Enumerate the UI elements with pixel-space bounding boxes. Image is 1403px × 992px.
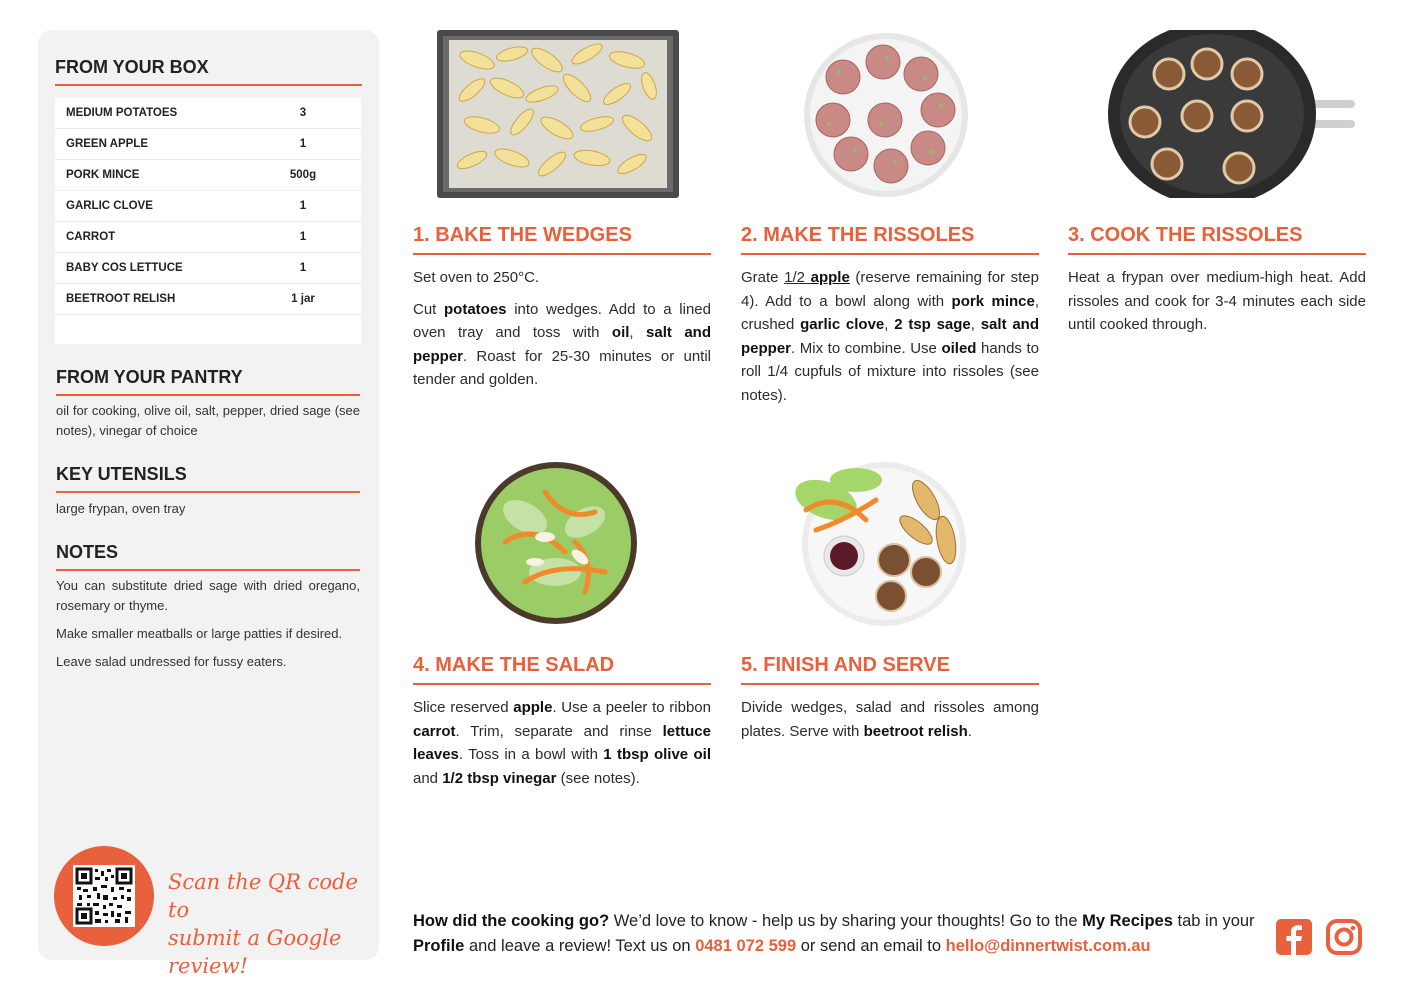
phone-link[interactable]: 0481 072 599	[695, 937, 797, 955]
note-item: Leave salad undressed for fussy eaters.	[56, 654, 287, 669]
text-run: and leave a review! Text us on	[464, 937, 696, 955]
ingredient-name: BABY COS LETTUCE	[66, 262, 183, 274]
my-recipes-label: My Recipes	[1082, 912, 1173, 930]
ingredient-qty: 1	[299, 262, 307, 274]
salad-bowl-image	[475, 462, 638, 625]
table-row	[55, 284, 361, 315]
box-ingredients-table	[55, 98, 361, 344]
profile-label: Profile	[413, 937, 465, 955]
text-run: Slice reserved	[413, 699, 514, 716]
utensils-text: large frypan, oven tray	[56, 501, 186, 516]
ingredient-highlight: 1 tbsp olive oil	[603, 746, 711, 763]
table-row	[55, 191, 361, 222]
text-run: (see notes).	[556, 769, 640, 787]
step-4-title: 4. MAKE THE SALAD	[413, 654, 711, 685]
text-run: into wedges. Add to a lined oven tray and toss with	[413, 300, 711, 341]
ingredient-highlight: pork mince	[951, 292, 1035, 310]
ingredient-highlight: oil	[611, 324, 630, 341]
ingredient-name: GARLIC CLOVE	[66, 200, 153, 212]
note-item: You can substitute dried sage with dried oregano, rosemary or thyme.	[56, 578, 360, 613]
step-5-title: 5. FINISH AND SERVE	[741, 654, 1039, 685]
ingredient-highlight: salt and pepper	[413, 324, 711, 365]
ingredient-highlight: 1/2 tbsp vinegar	[442, 769, 557, 787]
step-4-body	[413, 696, 711, 798]
qr-badge[interactable]	[54, 846, 154, 946]
notes-section-title: NOTES	[56, 542, 360, 571]
ingredient-highlight: salt and pepper	[741, 316, 1039, 357]
ingredient-name: CARROT	[66, 231, 116, 243]
table-row	[55, 253, 361, 284]
note-item: Make smaller meatballs or large patties if desired.	[56, 626, 343, 641]
qr-cta-line: Scan the QR code to	[168, 870, 358, 922]
instagram-icon[interactable]	[1325, 918, 1363, 956]
pantry-section-title: FROM YOUR PANTRY	[56, 367, 360, 396]
text-run: Grate	[741, 269, 785, 286]
table-row	[55, 160, 361, 191]
frypan-rissoles-image	[1107, 30, 1357, 198]
ingredient-highlight: lettuce leaves	[413, 722, 711, 763]
step-1-line	[413, 298, 711, 392]
step-2-line	[741, 266, 1039, 407]
ingredient-highlight: 2 tsp sage	[894, 316, 971, 333]
ingredient-highlight: potatoes	[444, 300, 507, 318]
step-3-body: Heat a frypan over medium-high heat. Add rissoles and cook for 3-4 minutes each side until cooked through.	[1068, 269, 1366, 333]
ingredient-qty: 1 jar	[291, 293, 315, 305]
ingredient-qty: 1	[299, 200, 307, 212]
ingredient-qty: 3	[299, 107, 307, 119]
ingredient-highlight: apple	[810, 269, 850, 286]
text-run: .	[967, 722, 972, 740]
step-1-title: 1. BAKE THE WEDGES	[413, 224, 711, 255]
text-run: We’d love to know - help us by sharing your thoughts! Go to the	[609, 912, 1083, 930]
ingredient-highlight: garlic clove	[800, 316, 885, 333]
table-row	[55, 129, 361, 160]
text-run: . Roast for 25-30 minutes or until tender and golden.	[413, 347, 711, 388]
email-link[interactable]: hello@dinnertwist.com.au	[945, 937, 1151, 955]
pantry-text: oil for cooking, olive oil, salt, pepper, dried sage (see notes), vinegar of choice	[56, 403, 360, 438]
ingredient-highlight: apple	[513, 699, 553, 716]
qr-code-icon	[73, 865, 135, 927]
text-run: . Toss in a bowl with	[458, 746, 604, 763]
step-4-line	[413, 696, 711, 790]
footer-question: How did the cooking go?	[413, 912, 610, 930]
text-run: ,	[970, 316, 981, 333]
ingredient-qty: 1	[299, 231, 307, 243]
step-2-body	[741, 266, 1039, 415]
text-run: 1/2	[784, 269, 811, 286]
text-run: Cut	[413, 300, 445, 318]
ingredient-name: GREEN APPLE	[66, 138, 149, 150]
step-1-body	[413, 266, 711, 400]
ingredient-qty: 500g	[289, 169, 317, 181]
ingredient-highlight: beetroot relish	[863, 722, 968, 740]
text-run: or send an email to	[796, 937, 946, 955]
wedges-tray-image	[437, 30, 679, 198]
ingredient-name: PORK MINCE	[66, 169, 140, 181]
step-2-title: 2. MAKE THE RISSOLES	[741, 224, 1039, 255]
step-5-line	[741, 696, 1039, 743]
text-run: and	[413, 769, 443, 787]
qr-cta-line: submit a Google review!	[168, 926, 342, 978]
ingredient-highlight: oiled	[941, 339, 977, 357]
ingredient-name: MEDIUM POTATOES	[66, 107, 178, 119]
ingredient-qty: 1	[299, 138, 307, 150]
ingredient-name: BEETROOT RELISH	[66, 293, 176, 305]
notes-list	[56, 576, 360, 680]
utensils-section-title: KEY UTENSILS	[56, 464, 360, 493]
step-5-body	[741, 696, 1039, 751]
table-row	[55, 98, 361, 129]
text-run: . Use a peeler to ribbon	[552, 699, 711, 716]
box-section-title: FROM YOUR BOX	[55, 57, 362, 86]
text-run: (reserve remaining for step 4). Add to a bowl along with	[741, 269, 1039, 310]
raw-rissoles-plate-image	[803, 32, 969, 198]
facebook-icon[interactable]	[1275, 918, 1313, 956]
text-run: . Mix to combine. Use	[791, 339, 942, 357]
text-run: . Trim, separate and rinse	[455, 722, 663, 740]
text-run: hands to roll 1/4 cupfuls of mixture into rissoles (see notes).	[741, 339, 1039, 404]
qr-review-callout	[168, 868, 368, 980]
review-footer	[413, 909, 1263, 959]
ingredient-highlight: carrot	[413, 722, 456, 740]
table-row	[55, 222, 361, 253]
ingredients-sidebar	[38, 30, 379, 978]
step-3-title: 3. COOK THE RISSOLES	[1068, 224, 1366, 255]
step-1-line: Set oven to 250°C.	[413, 269, 540, 286]
served-plate-image	[786, 460, 968, 628]
text-run: Divide wedges, salad and rissoles among plates. Serve with	[741, 699, 1039, 740]
text-run: tab in your	[1172, 912, 1255, 930]
text-run: , crushed	[741, 292, 1039, 333]
text-run: ,	[629, 324, 647, 341]
text-run: ,	[884, 316, 895, 333]
